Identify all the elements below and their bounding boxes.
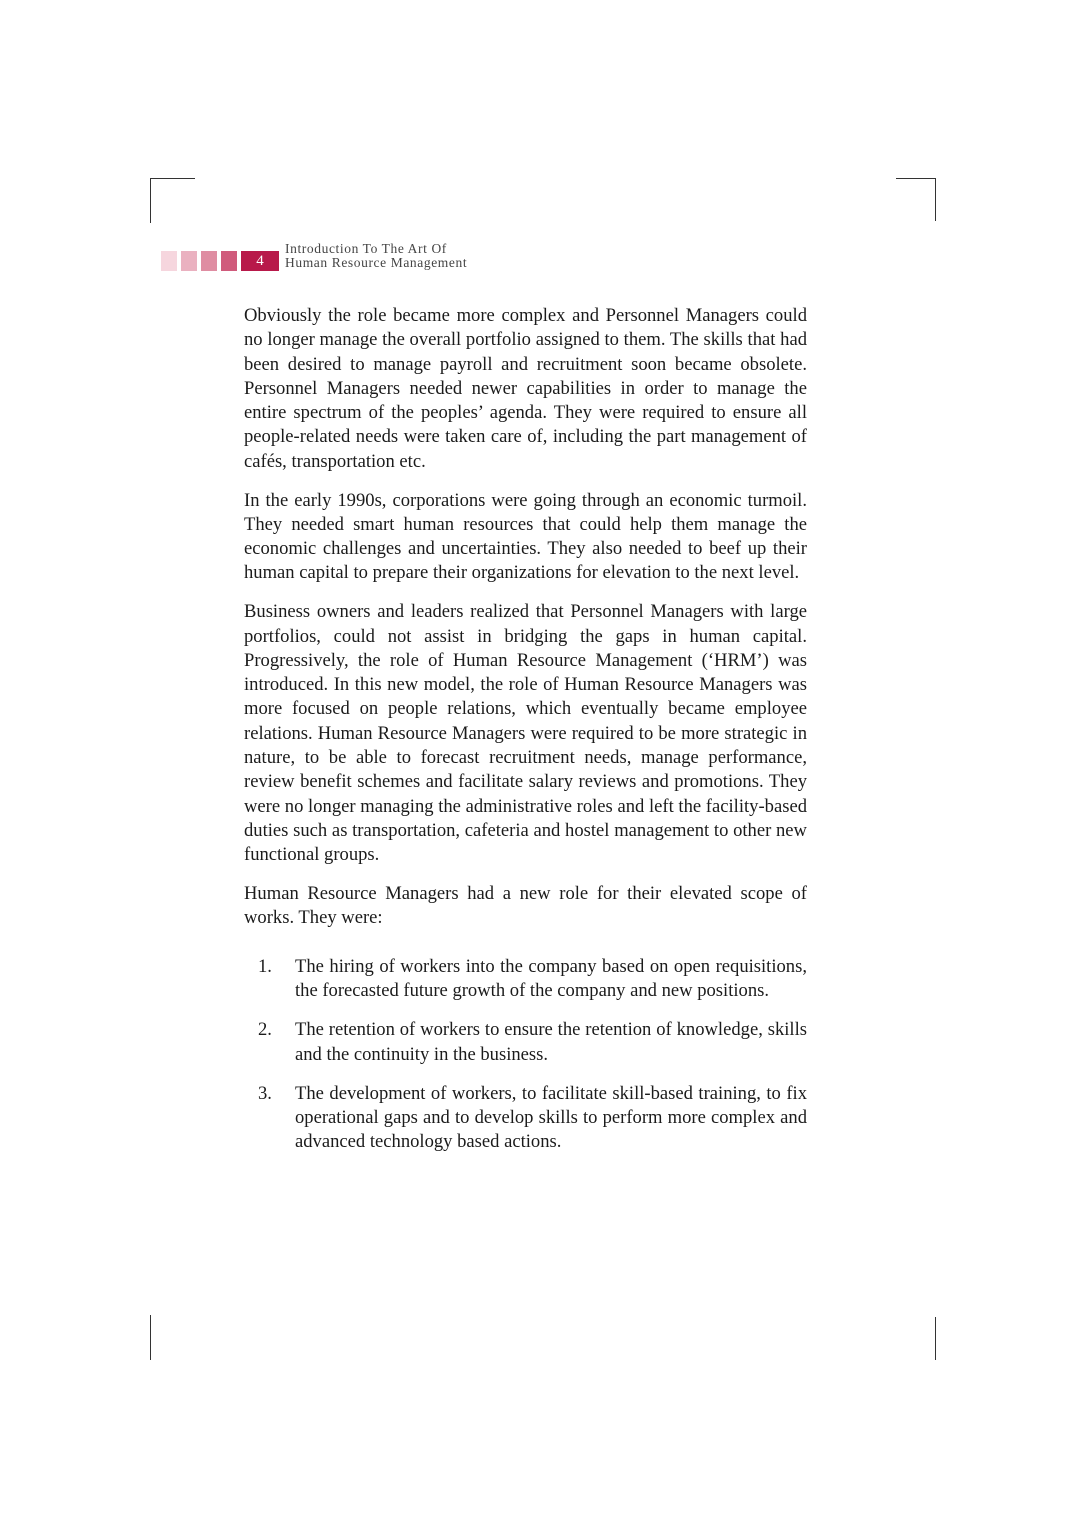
crop-mark-top-left-vertical bbox=[150, 178, 151, 223]
roles-list bbox=[244, 955, 807, 1155]
header-square-decoration bbox=[221, 251, 237, 271]
list-item bbox=[244, 1082, 807, 1155]
list-item bbox=[244, 1018, 807, 1067]
list-item-number: 2. bbox=[258, 1019, 272, 1041]
crop-mark-top-left-horizontal bbox=[150, 178, 195, 179]
page-number: 4 bbox=[241, 251, 279, 271]
paragraph: Business owners and leaders realized that Personnel Managers with large portfolios, could not assist in bridging the gaps in human capital. Progressively, the role of Human Resource Management (‘HRM’) was introduced. In this new model, the role of Human Resource Managers was more focused on people relations, which eventually became employee relations. Human Resource Managers were required to be more strategic in nature, to be able to forecast recruitment needs, manage performance, review benefit schemes and facilitate salary reviews and promotions. They were no longer managing the administrative roles and left the facility-based duties such as transportation, cafeteria and hostel management to other new functional groups. bbox=[244, 601, 807, 866]
book-title-line-2: Human Resource Management bbox=[285, 255, 468, 270]
book-title bbox=[285, 242, 467, 271]
list-item bbox=[244, 955, 807, 1004]
list-item-number: 3. bbox=[258, 1082, 272, 1104]
header-square-decoration bbox=[201, 251, 217, 271]
header-square-decoration bbox=[181, 251, 197, 271]
running-header bbox=[161, 241, 467, 271]
list-item-text: The development of workers, to facilitate skill-based training, to fix operational gaps and to develop skills to perform more complex and advanced technology based actions. bbox=[295, 1082, 807, 1153]
crop-mark-top-right-horizontal bbox=[896, 178, 936, 179]
book-title-line-1: Introduction To The Art Of bbox=[285, 241, 447, 256]
paragraph: In the early 1990s, corporations were going through an economic turmoil. They needed smart human resources that could help them manage the economic challenges and uncertainties. They also needed to beef up their human capital to prepare their organizations for elevation to the next level. bbox=[244, 489, 807, 584]
paragraph: Human Resource Managers had a new role for their elevated scope of works. They were: bbox=[244, 883, 807, 929]
list-item-text: The retention of workers to ensure the retention of knowledge, skills and the continuity in the business. bbox=[295, 1019, 807, 1065]
list-item-number: 1. bbox=[258, 955, 272, 977]
list-item-text: The hiring of workers into the company based on open requisitions, the forecasted future growth of the company and new positions. bbox=[295, 955, 807, 1001]
paragraph: Obviously the role became more complex and Personnel Managers could no longer manage the overall portfolio assigned to them. The skills that had been desired to manage payroll and recruitment soon became obsolete. Personnel Managers needed newer capabilities in order to manage the entire spectrum of the peoples’ agenda. They were required to ensure all people-related needs were taken care of, including the part management of cafés, transportation etc. bbox=[244, 305, 807, 472]
header-square-decoration bbox=[161, 251, 177, 271]
crop-mark-bottom-left-vertical bbox=[150, 1315, 151, 1360]
crop-mark-top-right-vertical bbox=[935, 178, 936, 221]
page-body bbox=[244, 304, 807, 1170]
crop-mark-bottom-right-vertical bbox=[935, 1317, 936, 1360]
